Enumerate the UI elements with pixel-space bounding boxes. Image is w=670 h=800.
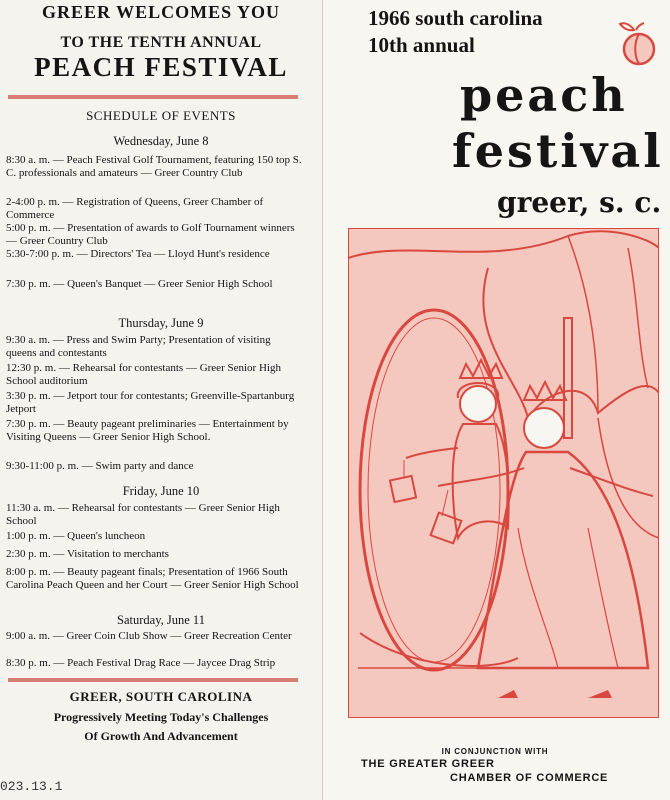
- schedule-event: 9:00 a. m. — Greer Coin Club Show — Greer Recreation Center: [6, 630, 292, 642]
- event-text: Beauty pageant preliminaries — Entertainment by Visiting Queens — Greer Senior High School.: [6, 418, 289, 443]
- schedule-event: 12:30 p. m. — Rehearsal for contestants — Greer Senior High School auditorium: [6, 362, 281, 387]
- event-time: 7:30 p. m.: [6, 278, 51, 290]
- schedule-event: 1:00 p. m. — Queen's luncheon: [6, 530, 146, 542]
- schedule-panel: [0, 0, 323, 800]
- footer-line-1: GREER, SOUTH CAROLINA: [69, 689, 253, 704]
- schedule-event: 5:00 p. m. — Presentation of awards to Golf Tournament winners — Greer Country Club: [6, 222, 295, 247]
- event-time: 5:00 p. m.: [6, 222, 51, 234]
- event-time: 8:30 a. m.: [6, 154, 50, 166]
- event-text: Swim party and dance: [95, 460, 194, 472]
- title-festival: festival: [452, 124, 664, 178]
- chamber-line-2: CHAMBER OF COMMERCE: [450, 772, 609, 784]
- event-time: 9:30-11:00 p. m.: [6, 460, 79, 472]
- event-time: 12:30 p. m.: [6, 362, 57, 374]
- event-time: 2-4:00 p. m.: [6, 196, 60, 208]
- event-text: Visitation to merchants: [66, 548, 169, 560]
- event-text: Queen's luncheon: [67, 530, 146, 542]
- event-text: Queen's Banquet — Greer Senior High School: [67, 278, 273, 290]
- schedule-event: 8:00 p. m. — Beauty pageant finals; Presentation of 1966 South Carolina Peach Queen and her Court — Greer Senior High School: [6, 566, 299, 591]
- event-text: Beauty pageant finals; Presentation of 1966 South Carolina Peach Queen and her Court — Greer Senior High School: [6, 566, 299, 591]
- schedule-event: 3:30 p. m. — Jetport tour for contestants; Greenville-Spartanburg Jetport: [6, 390, 295, 415]
- schedule-event: 2:30 p. m. — Visitation to merchants: [6, 548, 169, 560]
- banner-line-3: PEACH FESTIVAL: [34, 52, 288, 82]
- schedule-event: 7:30 p. m. — Queen's Banquet — Greer Senior High School: [6, 278, 273, 290]
- annual-heading: 10th annual: [368, 33, 475, 57]
- bottom-divider: [8, 678, 298, 682]
- conjunction-note: IN CONJUNCTION WITH: [441, 747, 549, 756]
- schedule-event: 9:30 a. m. — Press and Swim Party; Presentation of visiting queens and contestants: [6, 334, 271, 359]
- event-time: 7:30 p. m.: [6, 418, 51, 430]
- event-text: Rehearsal for contestants — Greer Senior High School: [6, 502, 280, 527]
- event-time: 1:00 p. m.: [6, 530, 51, 542]
- event-time: 11:30 a. m.: [6, 502, 56, 514]
- banner-line-1: GREER WELCOMES YOU: [41, 2, 281, 22]
- chamber-line-1: THE GREATER GREER: [361, 758, 495, 770]
- event-text: Peach Festival Golf Tournament, featuring 150 top S. C. professionals and amateurs — Greer Country Club: [6, 154, 302, 179]
- event-text: Presentation of awards to Golf Tournament winners — Greer Country Club: [6, 222, 295, 247]
- schedule-event: 11:30 a. m. — Rehearsal for contestants — Greer Senior High School: [6, 502, 280, 527]
- event-time: 3:30 p. m.: [6, 390, 51, 402]
- day-heading-friday: Friday, June 10: [122, 484, 200, 498]
- event-time: 9:00 a. m.: [6, 630, 50, 642]
- day-heading-saturday: Saturday, June 11: [117, 613, 205, 627]
- schedule-event: 5:30-7:00 p. m. — Directors' Tea — Lloyd Hunt's residence: [6, 248, 270, 260]
- schedule-event: 7:30 p. m. — Beauty pageant preliminaries — Entertainment by Visiting Queens — Greer Senior High School.: [6, 418, 289, 443]
- event-text: Rehearsal for contestants — Greer Senior High School auditorium: [6, 362, 281, 387]
- day-heading-wednesday: Wednesday, June 8: [113, 134, 209, 148]
- event-text: Peach Festival Drag Race — Jaycee Drag Strip: [67, 657, 276, 669]
- day-heading-thursday: Thursday, June 9: [118, 316, 204, 330]
- year-heading: 1966 south carolina: [368, 6, 543, 30]
- title-peach: peach: [460, 68, 628, 122]
- event-time: 2:30 p. m.: [6, 548, 51, 560]
- event-text: Press and Swim Party; Presentation of visiting queens and contestants: [6, 334, 271, 359]
- schedule-title: SCHEDULE OF EVENTS: [86, 108, 236, 123]
- banner-line-2: TO THE TENTH ANNUAL: [60, 34, 262, 51]
- schedule-event: 8:30 a. m. — Peach Festival Golf Tournament, featuring 150 top S. C. professionals and amateurs — Greer Country Club: [6, 154, 302, 179]
- top-divider: [8, 95, 298, 99]
- place-name: greer, s. c.: [497, 186, 662, 219]
- schedule-event: 2-4:00 p. m. — Registration of Queens, Greer Chamber of Commerce: [6, 196, 264, 221]
- event-time: 9:30 a. m.: [6, 334, 50, 346]
- event-text: Greer Coin Club Show — Greer Recreation Center: [66, 630, 292, 642]
- peach-icon: [616, 18, 662, 70]
- schedule-event: 8:30 p. m. — Peach Festival Drag Race — Jaycee Drag Strip: [6, 657, 276, 669]
- footer-line-3: Of Growth And Advancement: [84, 729, 238, 743]
- event-time: 8:00 p. m.: [6, 566, 51, 578]
- event-text: Jetport tour for contestants; Greenville-Spartanburg Jetport: [6, 390, 295, 415]
- catalog-number: 023.13.1: [0, 779, 63, 794]
- event-time: 8:30 p. m.: [6, 657, 51, 669]
- schedule-event: 9:30-11:00 p. m. — Swim party and dance: [6, 460, 194, 472]
- event-time: 5:30-7:00 p. m.: [6, 248, 74, 260]
- event-text: Registration of Queens, Greer Chamber of Commerce: [6, 196, 264, 221]
- footer-line-2: Progressively Meeting Today's Challenges: [53, 710, 269, 724]
- event-text: Directors' Tea — Lloyd Hunt's residence: [90, 248, 270, 260]
- queens-illustration: [348, 228, 659, 718]
